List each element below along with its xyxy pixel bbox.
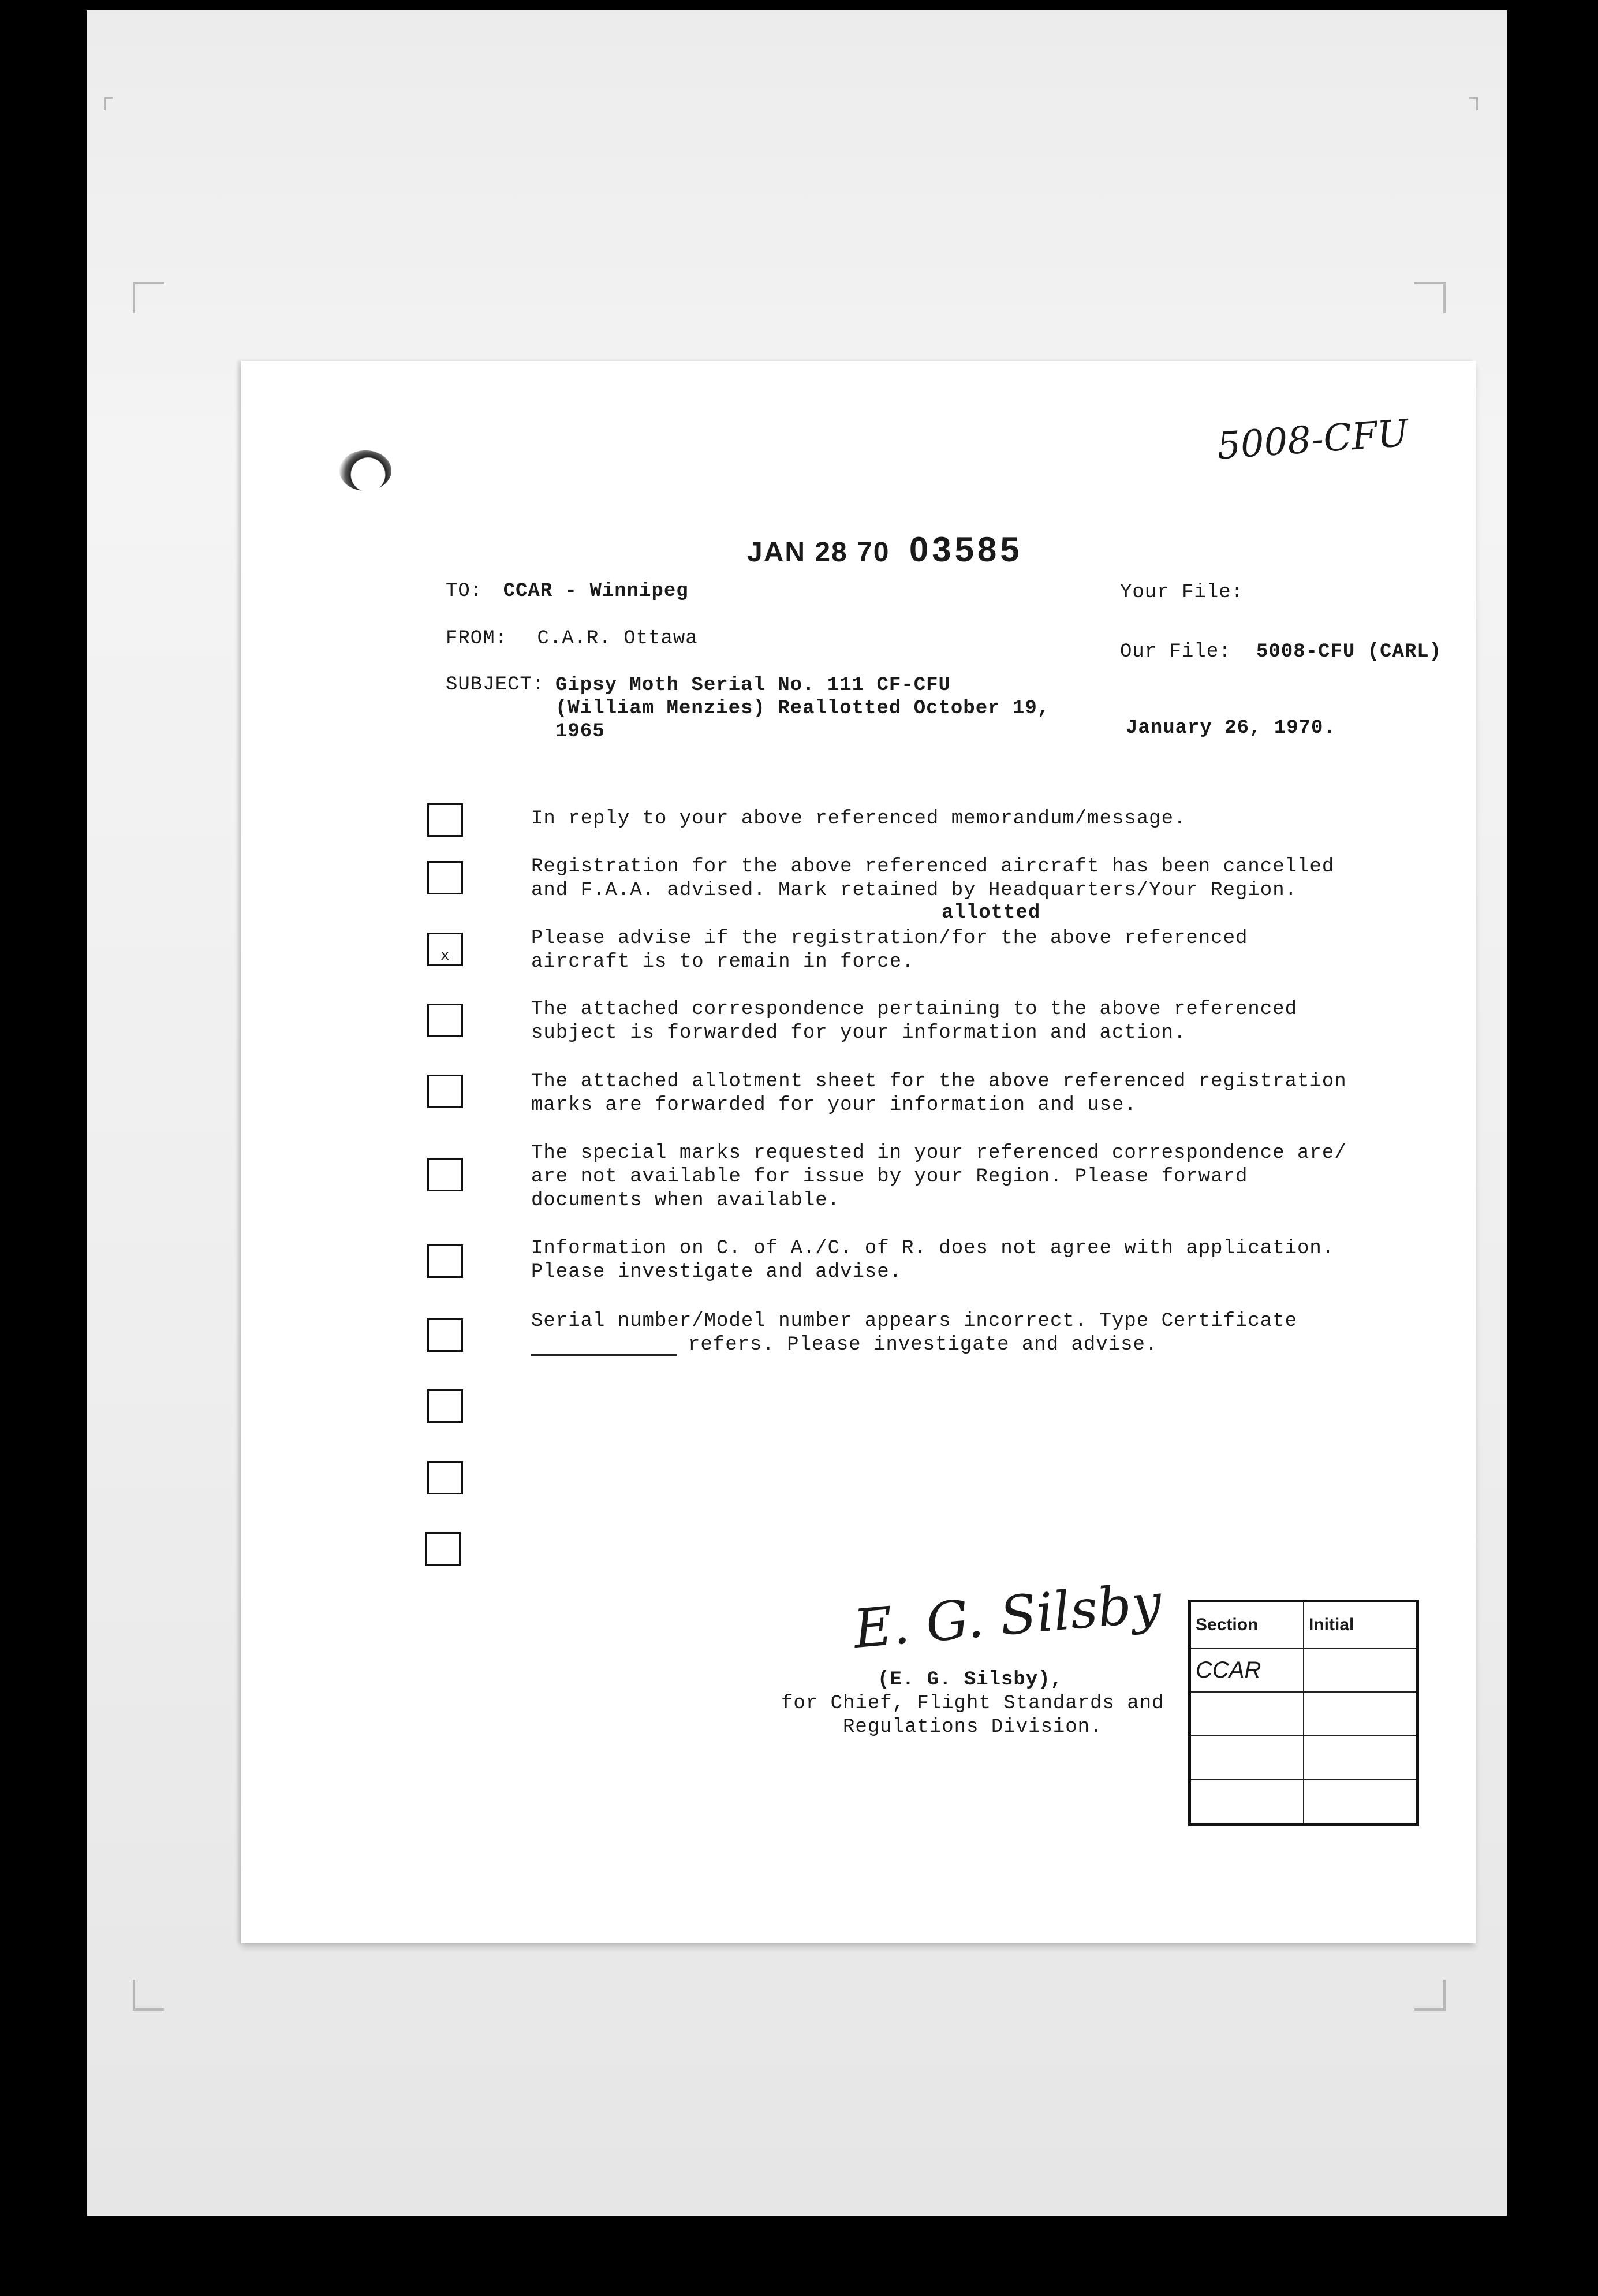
memo-sheet — [241, 361, 1476, 1943]
routing-header-section: Section — [1190, 1601, 1304, 1649]
our-file-value: 5008-CFU (CARL) — [1256, 641, 1442, 663]
subject-text — [555, 674, 1050, 743]
routing-cell — [1304, 1648, 1418, 1692]
checkbox[interactable] — [427, 1004, 463, 1037]
corner-mark — [1414, 1980, 1446, 2011]
from-line — [446, 628, 698, 650]
insertion-allotted: allotted — [942, 902, 1041, 924]
memo-date: January 26, 1970. — [1126, 717, 1336, 739]
checkbox[interactable] — [427, 803, 463, 837]
subject-line: Gipsy Moth Serial No. 111 CF-CFU — [555, 674, 951, 696]
checkbox[interactable] — [427, 1461, 463, 1494]
corner-mark — [1469, 97, 1478, 110]
routing-cell — [1190, 1780, 1304, 1825]
corner-mark — [133, 282, 164, 313]
check-mark: x — [440, 947, 450, 964]
type-certificate-blank — [531, 1354, 677, 1356]
to-line — [446, 580, 689, 602]
your-file-label: Your File: — [1120, 582, 1244, 603]
checklist-item-text: Information on C. of A./C. of R. does not agree with application. Please investigate and advise. — [531, 1238, 1335, 1283]
checkbox[interactable] — [427, 1244, 463, 1278]
to-label: TO: — [446, 580, 483, 602]
routing-cell — [1304, 1692, 1418, 1736]
checkbox[interactable] — [427, 1389, 463, 1423]
routing-cell: CCAR — [1190, 1648, 1304, 1692]
corner-mark — [133, 1980, 164, 2011]
handwritten-signature: E. G. Silsby — [851, 1571, 1164, 1661]
from-value: C.A.R. Ottawa — [537, 628, 698, 650]
checkbox[interactable] — [427, 1158, 463, 1191]
our-file-label: Our File: — [1120, 641, 1231, 663]
checklist-item-text: Serial number/Model number appears incorrect. Type Certificate refers. Please investigate and advise. — [531, 1310, 1298, 1356]
received-stamp — [747, 530, 1023, 569]
routing-cell — [1190, 1736, 1304, 1780]
stamp-date: JAN 28 70 — [747, 537, 890, 568]
routing-table — [1188, 1600, 1419, 1826]
subject-label: SUBJECT: — [446, 674, 545, 696]
corner-mark — [1414, 282, 1446, 313]
routing-cell — [1304, 1736, 1418, 1780]
checkbox[interactable] — [427, 861, 463, 894]
to-value: CCAR - Winnipeg — [503, 580, 689, 602]
punch-hole — [339, 450, 391, 491]
subject-line: 1965 — [555, 721, 605, 743]
stamp-number: 03585 — [909, 530, 1023, 569]
routing-header-initial: Initial — [1304, 1601, 1418, 1649]
checklist-item-text: Registration for the above referenced aircraft has been cancelled and F.A.A. advised. Mark retained by Headquarters/Your Region. — [531, 856, 1335, 901]
checkbox-checked[interactable] — [427, 933, 463, 966]
checklist-item-text: The special marks requested in your referenced correspondence are/ are not available for issue by your Region. Please forward documents when available. — [531, 1142, 1347, 1212]
routing-cell — [1190, 1692, 1304, 1736]
checklist-item-text: The attached correspondence pertaining to the above referenced subject is forwarded for your information and action. — [531, 998, 1298, 1044]
checkbox[interactable] — [427, 1075, 463, 1108]
corner-mark — [104, 97, 113, 110]
file-annotation: 5008-CFU — [1215, 412, 1410, 468]
checklist-item-text: The attached allotment sheet for the above referenced registration marks are forwarded for your information and use. — [531, 1071, 1347, 1116]
our-file-line — [1120, 641, 1442, 663]
checklist-item-text: In reply to your above referenced memorandum/message. — [531, 808, 1186, 830]
signatory-title: for Chief, Flight Standards and Regulations Division. — [781, 1693, 1164, 1738]
signatory-name: (E. G. Silsby), — [878, 1669, 1063, 1691]
checklist-item-text: Please advise if the registration/for the above referenced aircraft is to remain in force. — [531, 927, 1248, 973]
checkbox[interactable] — [425, 1532, 461, 1566]
from-label: FROM: — [446, 628, 508, 650]
subject-line: (William Menzies) Reallotted October 19, — [555, 698, 1050, 720]
checkbox[interactable] — [427, 1318, 463, 1352]
routing-cell — [1304, 1780, 1418, 1825]
